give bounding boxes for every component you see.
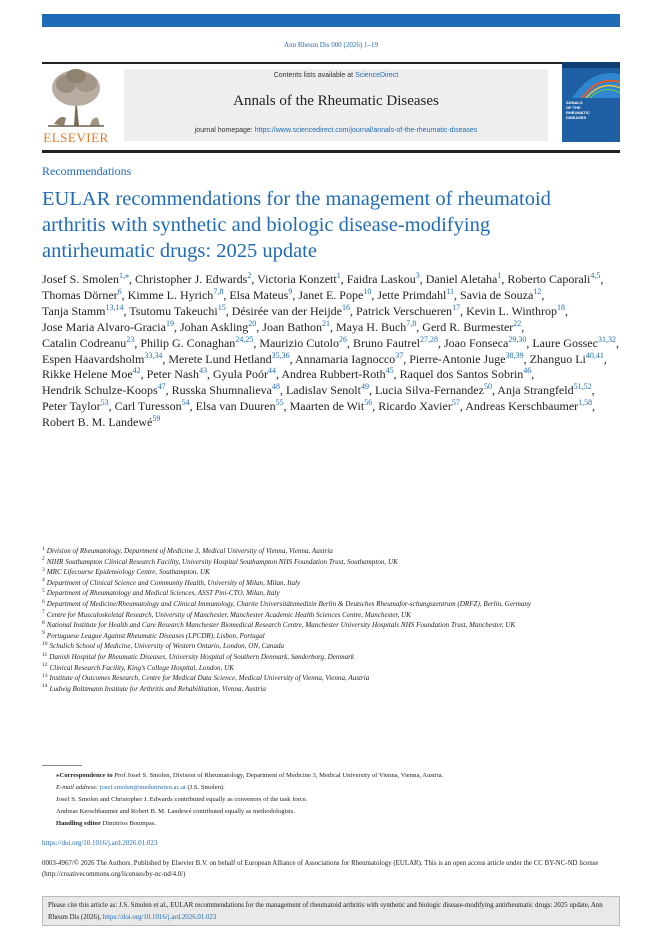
affiliation-item xyxy=(42,620,622,631)
author[interactable] xyxy=(196,399,284,413)
author[interactable] xyxy=(42,415,160,429)
cover-line: DISEASES xyxy=(566,115,587,120)
footnotes xyxy=(56,770,616,830)
journal-cover-thumbnail[interactable] xyxy=(562,62,620,142)
author-name: Désirée van der Heijde xyxy=(231,303,342,318)
author-name: Faidra Laskou xyxy=(346,272,416,286)
author-name: Tsutomu Takeuchi xyxy=(129,303,218,318)
affiliation-text: NIHR Southampton Clinical Research Facility, University Hospital Southampton NHS Foundation Trust, Southampton, UK xyxy=(46,557,398,566)
author[interactable] xyxy=(128,288,224,302)
affiliation-text: Department of Clinical Science and Community Health, University of Milan, Milan, Italy xyxy=(46,578,301,587)
author-affiliation-marker[interactable]: 3 xyxy=(415,271,420,280)
affiliation-text: Department of Medicine/Rheumatology and Clinical Immunology, Charite Universitätsmedizin Berlin & Deutsches Rheumafor-schungszentrum (DRFZ), Berlin, Germany xyxy=(46,599,532,608)
author[interactable] xyxy=(466,304,565,318)
citation-box xyxy=(42,896,620,926)
author[interactable] xyxy=(42,399,109,413)
author[interactable] xyxy=(426,272,502,286)
author-name: Gyula Poór xyxy=(212,367,268,382)
author-affiliation-marker[interactable]: 19 xyxy=(165,318,174,328)
author[interactable] xyxy=(286,383,369,397)
affiliation-number: 10 xyxy=(42,640,48,647)
author-name: Pierre-Antonie Juge xyxy=(409,351,506,366)
author-affiliation-marker[interactable]: 4,5 xyxy=(590,271,601,280)
author[interactable] xyxy=(168,352,289,366)
affiliation-item xyxy=(42,673,622,684)
author[interactable] xyxy=(281,367,393,381)
author-affiliation-marker[interactable]: 50 xyxy=(483,382,492,392)
affiliation-number: 9 xyxy=(42,630,45,637)
author-name: Ladislav Senolt xyxy=(285,383,361,398)
author[interactable] xyxy=(42,320,174,334)
author-name: Maarten de Wit xyxy=(289,399,365,414)
journal-info-box xyxy=(124,69,548,141)
author-affiliation-marker[interactable]: 56 xyxy=(364,398,373,408)
contents-prefix: Contents lists available at xyxy=(273,72,354,79)
email-label: E-mail address: xyxy=(56,784,99,791)
handling-editor-name: Dimitrios Boumpas. xyxy=(102,820,157,827)
affiliation-text: Ludwig Boltzmann Institute for Arthritis and Rehabilitation, Vienna, Austria xyxy=(49,684,266,693)
author-name: Christopher J. Edwards xyxy=(135,272,248,286)
author-affiliation-marker[interactable]: 26 xyxy=(338,334,347,344)
affiliation-number: 12 xyxy=(42,662,48,669)
handling-editor-label: Handling editor xyxy=(56,820,101,827)
affiliation-number: 14 xyxy=(42,683,48,690)
author[interactable] xyxy=(115,399,190,413)
author[interactable] xyxy=(375,383,492,397)
author-affiliation-marker[interactable]: 33,34 xyxy=(144,350,163,360)
author[interactable] xyxy=(356,304,460,318)
affiliation-text: Institute of Outcomes Research, Centre for Medical Data Science, Medical University of Vienna, Vienna, Austria xyxy=(49,674,370,683)
affiliation-number: 7 xyxy=(42,609,45,616)
author[interactable] xyxy=(460,288,541,302)
author-affiliation-marker[interactable]: 11 xyxy=(446,286,455,296)
author-affiliation-marker[interactable]: 40,41 xyxy=(585,350,604,360)
author-name: Hendrik Schulze-Koops xyxy=(42,383,158,398)
author[interactable] xyxy=(532,336,616,350)
author-affiliation-marker[interactable]: 48 xyxy=(271,382,280,392)
author-list: Josef S. Smolen$^{1,⁎}$, Christopher J. Edwards$^2$, Victoria Konzett$^1$, Faidra Laskou$^3$, Daniel Aletaha$^1$, Roberto Caporali$^{4,5}$, Thomas Dörner$^6$, Kimme L. Hyrich$^{7,8}$, Elsa Mateus$^9$, Janet E. Pope$^{10}$, Jette Primdahl$^{11}$, Savia de Souza$^{12}$, Tanja Stamm$^{13,14}$, Tsutomu Takeuchi$^{15}$, Désirée van der Heijde$^{16}$, Patrick Verschueren$^{17}$, Kevin L. Winthrop$^{18}$, Jose Maria Alvaro-Gracia$^{19}$, Johan Askling$^{20}$, Joan Bathon$^{21}$, Maya H. Buch$^{7,8}$, Gerd R. Burmester$^{22}$, Catalin Codreanu$^{23}$, Philip G. Conaghan$^{24,25}$, Maurizio Cutolo$^{26}$, Bruno Fautrel$^{27,28}$, Joao Fonseca$^{29,30}$, Laure Gossec$^{31,32}$, Espen Haavardsholm$^{33,34}$, Merete Lund Hetland$^{35,36}$, Annamaria Iagnocco$^{37}$, Pierre-Antonie Juge$^{38,39}$, Zhanguo Li$^{40,41}$, Rikke Helene Moe$^{42}$, Peter Nash$^{43}$, Gyula Poór$^{44}$, Andrea Rubbert-Roth$^{45}$, Raquel dos Santos Sobrin$^{46}$, Hendrik Schulze-Koops$^{47}$, Russka Shumnalieva$^{48}$, Ladislav Senolt$^{49}$, Lucia Silva-Fernandez$^{50}$, Anja Strangfeld$^{51,52}$, Peter Taylor$^{53}$, Carl Turesson$^{54}$, Elsa van Duuren$^{55}$, Maarten de Wit$^{56}$, Ricardo Xavier$^{57}$, Andreas Kerschbaumer$^{1,58}$, Robert B. M. Landewé$^{59}$ xyxy=(42,271,619,430)
affiliation-item xyxy=(42,610,622,621)
author-affiliation-marker[interactable]: 29,30 xyxy=(508,334,527,344)
affiliation-text: Danish Hospital for Rheumatic Diseases, University Hospital of Southern Denmark, Sønderborg, Denmark xyxy=(49,652,355,661)
author[interactable] xyxy=(353,336,438,350)
author[interactable] xyxy=(290,399,373,413)
email-note xyxy=(56,782,616,794)
author[interactable] xyxy=(400,367,532,381)
author[interactable] xyxy=(422,320,521,334)
author[interactable] xyxy=(42,383,166,397)
author[interactable] xyxy=(507,272,600,286)
author-name: Russka Shumnalieva xyxy=(171,383,272,398)
affiliation-text: Schulich School of Medicine, University of Western Ontario, London, ON, Canada xyxy=(49,642,285,651)
author-name: Espen Haavardsholm xyxy=(42,351,145,366)
author-name: Johan Askling xyxy=(179,319,249,334)
author-affiliation-marker[interactable]: 12 xyxy=(533,286,542,296)
homepage-link[interactable]: https://www.sciencedirect.com/journal/annals-of-the-rheumatic-diseases xyxy=(254,127,478,134)
contents-line xyxy=(124,72,548,79)
elsevier-logo[interactable] xyxy=(42,66,110,146)
elsevier-wordmark: ELSEVIER xyxy=(43,130,109,145)
author-name: Andrea Rubbert-Roth xyxy=(281,367,386,382)
author-name: Daniel Aletaha xyxy=(425,272,498,286)
affiliation-number: 13 xyxy=(42,672,48,679)
author-name: Joao Fonseca xyxy=(443,335,509,350)
journal-title[interactable]: Annals of the Rheumatic Diseases xyxy=(233,93,439,109)
author-name: Merete Lund Hetland xyxy=(168,351,272,366)
affiliation-number: 6 xyxy=(42,598,45,605)
author-name: Carl Turesson xyxy=(114,399,182,414)
author-name: Peter Nash xyxy=(146,367,199,382)
author[interactable] xyxy=(295,352,403,366)
author[interactable] xyxy=(336,320,416,334)
affiliation-number: 1 xyxy=(42,545,45,552)
author-affiliation-marker[interactable]: 10 xyxy=(363,286,372,296)
affiliation-text: Portuguese League Against Rheumatic Diseases (LPCDR), Lisbon, Portugal xyxy=(46,631,265,640)
author-name: Lucia Silva-Fernandez xyxy=(374,383,484,398)
author[interactable] xyxy=(180,320,256,334)
cover-line: OF THE xyxy=(566,105,581,110)
author-name: Kimme L. Hyrich xyxy=(127,287,214,302)
author-name: Maurizio Cutolo xyxy=(259,335,339,350)
article-section-label: Recommendations xyxy=(42,164,132,178)
author-name: Roberto Caporali xyxy=(507,272,591,286)
author[interactable] xyxy=(298,288,371,302)
author-affiliation-marker[interactable]: 15 xyxy=(217,302,226,312)
author-name: Andreas Kerschbaumer xyxy=(465,399,579,414)
top-color-bar xyxy=(42,14,620,27)
affiliation-item xyxy=(42,567,622,578)
author-affiliation-marker[interactable]: 23 xyxy=(126,334,135,344)
affiliation-item xyxy=(42,652,622,663)
author-name: Tanja Stamm xyxy=(42,303,106,318)
author-affiliation-marker[interactable]: 49 xyxy=(360,382,369,392)
author-affiliation-marker[interactable]: 1,58 xyxy=(578,398,593,408)
author[interactable] xyxy=(42,304,123,318)
author-affiliation-marker[interactable]: 1 xyxy=(497,271,502,280)
author-affiliation-marker[interactable]: 51,52 xyxy=(573,382,592,392)
author-affiliation-marker[interactable]: 45 xyxy=(385,366,394,376)
author[interactable] xyxy=(42,352,162,366)
sciencedirect-link[interactable]: ScienceDirect xyxy=(355,72,399,79)
author-name: Philip G. Conaghan xyxy=(140,335,236,350)
author-name: Zhanguo Li xyxy=(529,351,586,366)
author-name: Raquel dos Santos Sobrin xyxy=(399,367,524,382)
author-affiliation-marker[interactable]: 7,8 xyxy=(406,318,417,328)
affiliation-list xyxy=(42,546,622,694)
author-affiliation-marker[interactable]: 9 xyxy=(288,286,293,296)
author[interactable] xyxy=(465,399,592,413)
author[interactable] xyxy=(347,272,420,286)
affiliation-text: Department of Rheumatology and Medical Sciences, ASST Pini-CTO, Milan, Italy xyxy=(46,589,280,598)
author[interactable] xyxy=(42,336,134,350)
author[interactable] xyxy=(140,336,253,350)
author[interactable] xyxy=(444,336,526,350)
affiliation-text: Division of Rheumatology, Department of Medicine 3, Medical University of Vienna, Vienna, Austria xyxy=(46,547,333,555)
author[interactable] xyxy=(378,399,460,413)
author[interactable] xyxy=(42,367,141,381)
author-name: Maya H. Buch xyxy=(335,319,407,334)
author[interactable] xyxy=(530,352,604,366)
author-name: Peter Taylor xyxy=(42,399,101,414)
author-affiliation-marker[interactable]: 24,25 xyxy=(235,334,254,344)
author-affiliation-marker[interactable]: 16 xyxy=(341,302,350,312)
handling-editor-note xyxy=(56,818,616,830)
author-affiliation-marker[interactable]: 55 xyxy=(275,398,284,408)
author-affiliation-marker[interactable]: 13,14 xyxy=(105,302,124,312)
author-affiliation-marker[interactable]: 43 xyxy=(198,366,207,376)
correspondence-text: Prof Josef S. Smolen, Division of Rheumatology, Department of Medicine 3, Medical University of Vienna, Vienna, Austria. xyxy=(114,772,444,779)
correspondence-note xyxy=(56,770,616,782)
author-affiliation-marker[interactable]: 37 xyxy=(395,350,404,360)
author[interactable] xyxy=(259,336,347,350)
author-affiliation-marker[interactable]: 42 xyxy=(132,366,141,376)
author[interactable] xyxy=(42,288,122,302)
affiliation-text: Centre for Musculoskeletal Research, University of Manchester, Manchester Academic Health Sciences Centre, Manchester, UK xyxy=(46,610,411,619)
author-affiliation-marker[interactable]: 47 xyxy=(157,382,166,392)
affiliation-number: 8 xyxy=(42,619,45,626)
affiliation-text: Clinical Research Facility, King’s College Hospital, London, UK xyxy=(49,663,234,672)
author-name: Catalin Codreanu xyxy=(42,335,127,350)
author-name: Ricardo Xavier xyxy=(378,399,452,414)
equal-contribution-note: Josef S. Smolen and Christopher J. Edwards contributed equally as convenors of the task force. xyxy=(56,796,308,803)
author[interactable] xyxy=(129,304,225,318)
author-affiliation-marker[interactable]: 54 xyxy=(181,398,190,408)
author-name: Gerd R. Burmester xyxy=(422,319,514,334)
author[interactable] xyxy=(229,288,292,302)
author-name: Savia de Souza xyxy=(460,287,534,302)
affiliation-item xyxy=(42,641,622,652)
author-affiliation-marker[interactable]: 38,39 xyxy=(505,350,524,360)
affiliation-item xyxy=(42,546,622,557)
author[interactable] xyxy=(497,383,591,397)
author-name: Patrick Verschueren xyxy=(355,303,453,318)
author-affiliation-marker[interactable]: 46 xyxy=(523,366,532,376)
author-affiliation-marker[interactable]: 57 xyxy=(451,398,460,408)
author-affiliation-marker[interactable]: 22 xyxy=(513,318,522,328)
author-affiliation-marker[interactable]: 44 xyxy=(267,366,276,376)
affiliation-item xyxy=(42,588,622,599)
cover-line: ANNALS xyxy=(566,100,583,105)
author-name: Joan Bathon xyxy=(262,319,322,334)
author-affiliation-marker[interactable]: 35,36 xyxy=(271,350,290,360)
author[interactable] xyxy=(135,272,251,286)
affiliation-item xyxy=(42,631,622,642)
author-name: Annamaria Iagnocco xyxy=(294,351,396,366)
author-affiliation-marker[interactable]: 53 xyxy=(100,398,109,408)
author-name: Janet E. Pope xyxy=(298,287,364,302)
author-name: Jose Maria Alvaro-Gracia xyxy=(42,319,166,334)
author-affiliation-marker[interactable]: 18 xyxy=(557,302,566,312)
affiliation-item xyxy=(42,578,622,589)
author-name: Victoria Konzett xyxy=(257,272,337,286)
affiliation-number: 3 xyxy=(42,566,45,573)
author-affiliation-marker[interactable]: 59 xyxy=(152,414,161,424)
author-name: Anja Strangfeld xyxy=(497,383,574,398)
author[interactable] xyxy=(409,352,523,366)
author-affiliation-marker[interactable]: 20 xyxy=(248,318,257,328)
author-affiliation-marker[interactable]: 2 xyxy=(247,271,252,280)
doi-link[interactable]: https://doi.org/10.1016/j.ard.2026.01.023 xyxy=(42,839,158,847)
homepage-prefix: journal homepage: xyxy=(194,127,253,134)
author-name: Laure Gossec xyxy=(532,335,598,350)
author-name: Rikke Helene Moe xyxy=(42,367,133,382)
cover-art-icon xyxy=(572,68,620,98)
affiliation-item xyxy=(42,557,622,568)
author-affiliation-marker[interactable]: 21 xyxy=(321,318,330,328)
author-name: Josef S. Smolen xyxy=(42,272,120,286)
author-affiliation-marker[interactable]: 27,28 xyxy=(419,334,438,344)
author[interactable] xyxy=(213,367,276,381)
cover-title xyxy=(566,100,590,120)
author-affiliation-marker[interactable]: 31,32 xyxy=(597,334,616,344)
correspondence-label: ⁎Correspondence to xyxy=(56,772,113,779)
license-statement: 0003-4967/© 2026 The Authors. Published by Elsevier B.V. on behalf of European Alliance of Associations for Rheumatology (EULAR). This is an open access article under the CC BY-NC-ND license (http://creativecommons.org/licenses/by-nc-nd/4.0/) xyxy=(42,860,599,878)
author-name: Kevin L. Winthrop xyxy=(466,303,558,318)
journal-homepage-line xyxy=(124,127,548,134)
journal-header xyxy=(42,62,620,148)
article-title: EULAR recommendations for the management of rheumatoid arthritis with synthetic and biologic disease-modifying antirheumatic drugs: 2025 update xyxy=(42,188,551,262)
affiliation-item xyxy=(42,663,622,674)
author[interactable] xyxy=(172,383,280,397)
author[interactable] xyxy=(262,320,330,334)
elsevier-tree-icon xyxy=(46,66,106,128)
citation-text: Please cite this article as: J.S. Smolen et al., EULAR recommendations for the management of rheumatoid arthritis with synthetic and biologic disease-modifying antirheumatic drugs: 2025 update, Ann Rheum Dis (2026), xyxy=(48,902,603,921)
author-name: Elsa van Duuren xyxy=(195,399,276,414)
author[interactable] xyxy=(257,272,341,286)
affiliation-number: 11 xyxy=(42,651,48,658)
author[interactable] xyxy=(42,272,129,286)
affiliation-number: 5 xyxy=(42,588,45,595)
author-name: Jette Primdahl xyxy=(377,287,447,302)
affiliation-number: 4 xyxy=(42,577,45,584)
author-affiliation-marker[interactable]: 1 xyxy=(336,271,341,280)
affiliation-text: MRC Lifecourse Epidemiology Centre, Southampton, UK xyxy=(46,568,210,577)
affiliation-item xyxy=(42,599,622,610)
footnote-divider xyxy=(42,765,82,766)
affiliation-item xyxy=(42,684,622,695)
author-name: Elsa Mateus xyxy=(229,287,289,302)
author-name: Thomas Dörner xyxy=(42,287,118,302)
author-name: Bruno Fautrel xyxy=(352,335,420,350)
author-affiliation-marker[interactable]: 7,8 xyxy=(213,286,224,296)
email-suffix: (J.S. Smolen). xyxy=(187,784,225,791)
author[interactable] xyxy=(377,288,454,302)
author-affiliation-marker[interactable]: 6 xyxy=(117,286,122,296)
affiliation-text: National Institute for Health and Care Research Manchester Biomedical Research Centre, Manchester University Hospitals NHS Foundation Trust, Manchester, UK xyxy=(46,621,516,630)
author[interactable] xyxy=(232,304,350,318)
cover-line: RHEUMATIC xyxy=(566,110,590,115)
affiliation-number: 2 xyxy=(42,556,45,563)
author-affiliation-marker[interactable]: 1,⁎ xyxy=(119,271,130,280)
equal-contribution-note: Andreas Kerschbaumer and Robert B. M. Landewé contributed equally as methodologists. xyxy=(56,808,295,815)
author-name: Robert B. M. Landewé xyxy=(42,415,153,430)
citation-doi-link[interactable]: https://doi.org/10.1016/j.ard.2026.01.023 xyxy=(102,913,217,921)
header-bottom-rule xyxy=(42,150,620,153)
author[interactable] xyxy=(147,367,207,381)
journal-reference[interactable]: Ann Rheum Dis 000 (2026) 1–19 xyxy=(284,41,378,49)
author-affiliation-marker[interactable]: 17 xyxy=(452,302,461,312)
email-link[interactable]: josef.smolen@meduniwien.ac.at xyxy=(99,784,186,791)
